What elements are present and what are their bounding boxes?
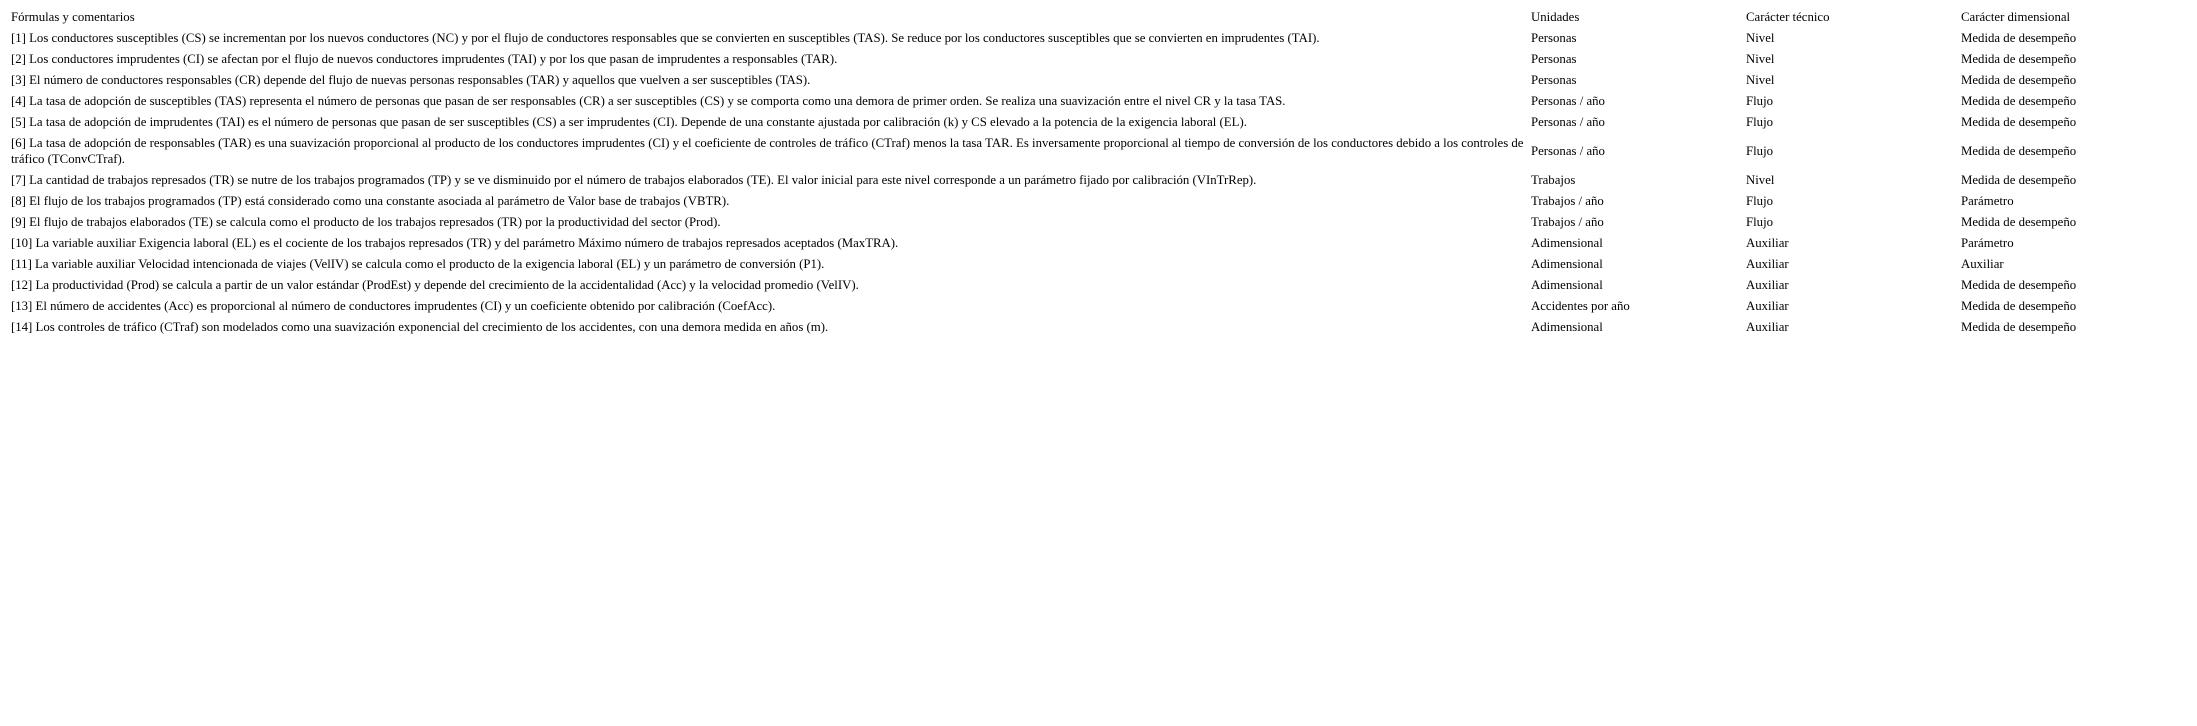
cell-dimensional: Medida de desempeño [1961, 299, 2077, 313]
column-header-units: Unidades [1531, 10, 1580, 24]
model-equations-table [10, 9, 2190, 338]
table-row [10, 112, 2190, 133]
cell-technical: Nivel [1746, 31, 1775, 45]
table-row [10, 133, 2190, 170]
table-row [10, 28, 2190, 49]
cell-description: [2] Los conductores imprudentes (CI) se afectan por el flujo de nuevos conductores imprudentes (TAI) y por los que pasan de imprudentes a responsables (TAR). [11, 52, 838, 66]
model-equations-document [10, 9, 2190, 338]
cell-description: [6] La tasa de adopción de responsables (TAR) es una suavización proporcional al producto de los conductores imprudentes (CI) y el coeficiente de controles de tráfico (CTraf) menos la tasa TAR. Es inversamente proporcional al tiempo de conversión de los conductores debido a los controles de tráfico (TConvCTraf). [11, 136, 1524, 166]
cell-dimensional: Medida de desempeño [1961, 52, 2077, 66]
table-row [10, 212, 2190, 233]
cell-units: Personas / año [1531, 115, 1605, 129]
cell-technical: Flujo [1746, 94, 1774, 108]
cell-dimensional: Parámetro [1961, 236, 2014, 250]
cell-dimensional: Medida de desempeño [1961, 115, 2077, 129]
table-row [10, 170, 2190, 191]
cell-dimensional: Medida de desempeño [1961, 278, 2077, 292]
cell-technical: Nivel [1746, 73, 1775, 87]
cell-technical: Flujo [1746, 194, 1774, 208]
cell-units: Personas / año [1531, 144, 1605, 158]
header-row [10, 9, 2190, 28]
cell-units: Adimensional [1531, 257, 1603, 271]
table-row [10, 49, 2190, 70]
cell-dimensional: Medida de desempeño [1961, 173, 2077, 187]
cell-units: Personas / año [1531, 94, 1605, 108]
cell-technical: Nivel [1746, 173, 1775, 187]
table-row [10, 70, 2190, 91]
cell-description: [10] La variable auxiliar Exigencia laboral (EL) es el cociente de los trabajos represados (TR) y del parámetro Máximo número de trabajos represados aceptados (MaxTRA). [11, 236, 899, 250]
cell-technical: Flujo [1746, 115, 1774, 129]
cell-units: Personas [1531, 31, 1577, 45]
cell-technical: Auxiliar [1746, 320, 1789, 334]
table-row [10, 275, 2190, 296]
cell-technical: Flujo [1746, 215, 1774, 229]
cell-technical: Nivel [1746, 52, 1775, 66]
column-header-description: Fórmulas y comentarios [11, 10, 135, 24]
cell-technical: Auxiliar [1746, 257, 1789, 271]
cell-units: Adimensional [1531, 236, 1603, 250]
column-header-technical: Carácter técnico [1746, 10, 1830, 24]
table-row [10, 317, 2190, 338]
cell-dimensional: Medida de desempeño [1961, 215, 2077, 229]
cell-units: Trabajos / año [1531, 215, 1604, 229]
table-row [10, 191, 2190, 212]
cell-description: [8] El flujo de los trabajos programados (TP) está considerado como una constante asociada al parámetro de Valor base de trabajos (VBTR). [11, 194, 730, 208]
cell-units: Trabajos / año [1531, 194, 1604, 208]
cell-dimensional: Medida de desempeño [1961, 144, 2077, 158]
table-row [10, 296, 2190, 317]
table-header [10, 9, 2190, 28]
cell-technical: Auxiliar [1746, 278, 1789, 292]
table-row [10, 254, 2190, 275]
cell-units: Accidentes por año [1531, 299, 1630, 313]
cell-dimensional: Medida de desempeño [1961, 94, 2077, 108]
cell-description: [9] El flujo de trabajos elaborados (TE) se calcula como el producto de los trabajos represados (TR) por la productividad del sector (Prod). [11, 215, 721, 229]
cell-description: [3] El número de conductores responsables (CR) depende del flujo de nuevas personas responsables (TAR) y aquellos que vuelven a ser susceptibles (TAS). [11, 73, 811, 87]
cell-units: Personas [1531, 52, 1577, 66]
cell-description: [11] La variable auxiliar Velocidad intencionada de viajes (VelIV) se calcula como el producto de la exigencia laboral (EL) y un parámetro de conversión (P1). [11, 257, 825, 271]
cell-technical: Auxiliar [1746, 299, 1789, 313]
cell-dimensional: Medida de desempeño [1961, 73, 2077, 87]
cell-units: Trabajos [1531, 173, 1576, 187]
cell-dimensional: Medida de desempeño [1961, 320, 2077, 334]
table-row [10, 91, 2190, 112]
cell-description: [12] La productividad (Prod) se calcula a partir de un valor estándar (ProdEst) y depende del crecimiento de la accidentalidad (Acc) y la velocidad promedio (VelIV). [11, 278, 859, 292]
cell-units: Adimensional [1531, 320, 1603, 334]
cell-technical: Flujo [1746, 144, 1774, 158]
cell-dimensional: Auxiliar [1961, 257, 2004, 271]
cell-description: [14] Los controles de tráfico (CTraf) son modelados como una suavización exponencial del crecimiento de los accidentes, con una demora medida en años (m). [11, 320, 829, 334]
table-body [10, 28, 2190, 338]
cell-description: [5] La tasa de adopción de imprudentes (TAI) es el número de personas que pasan de ser susceptibles (CS) a ser imprudentes (CI). Depende de una constante ajustada por calibración (k) y CS elevado a la potencia de la exigencia laboral (EL). [11, 115, 1247, 129]
cell-description: [7] La cantidad de trabajos represados (TR) se nutre de los trabajos programados (TP) y se ve disminuido por el número de trabajos elaborados (TE). El valor inicial para este nivel corresponde a un parámetro fijado por calibración (VInTrRep). [11, 173, 1257, 187]
cell-units: Adimensional [1531, 278, 1603, 292]
table-row [10, 233, 2190, 254]
cell-dimensional: Parámetro [1961, 194, 2014, 208]
column-header-dimensional: Carácter dimensional [1961, 10, 2071, 24]
cell-dimensional: Medida de desempeño [1961, 31, 2077, 45]
cell-technical: Auxiliar [1746, 236, 1789, 250]
cell-description: [13] El número de accidentes (Acc) es proporcional al número de conductores imprudentes (CI) y un coeficiente obtenido por calibración (CoefAcc). [11, 299, 776, 313]
cell-units: Personas [1531, 73, 1577, 87]
cell-description: [1] Los conductores susceptibles (CS) se incrementan por los nuevos conductores (NC) y por el flujo de conductores responsables que se convierten en susceptibles (TAS). Se reduce por los conductores susceptibles que se convierten en imprudentes (TAI). [11, 31, 1320, 45]
cell-description: [4] La tasa de adopción de susceptibles (TAS) representa el número de personas que pasan de ser responsables (CR) a ser susceptibles (CS) y se comporta como una demora de primer orden. Se realiza una suavización entre el nivel CR y la tasa TAS. [11, 94, 1286, 108]
